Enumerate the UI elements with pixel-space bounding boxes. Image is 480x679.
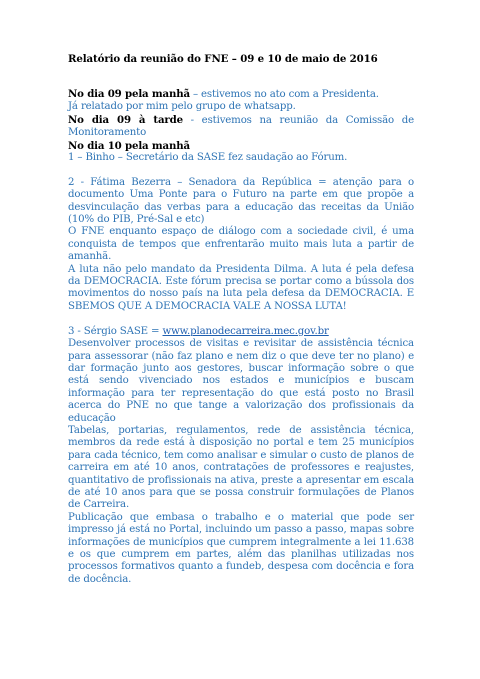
document-page [68, 53, 414, 586]
day09-afternoon-text: - estivemos na reunião da Comissão de Monitoramento [68, 114, 414, 139]
spacer [68, 313, 414, 325]
item2-paragraph-2: O FNE enquanto espaço de diálogo com a sociedade civil, é uma conquista de tempos que enfrentarão muito mais luta a partir de amanhã. [68, 226, 414, 263]
item3-prefix: 3 - Sérgio SASE = [68, 325, 163, 337]
item3-paragraph-2: Tabelas, portarias, regulamentos, rede de assistência técnica, membros da rede está à disposição no portal e tem 25 municípios para cada técnico, tem como analisar e simular o custo de planos de carreira em até 10 anos, contratações de professores e reajustes, quantitativo de profissionais na ativa, preste a apresentar em escala de até 10 anos para que se possa construir formulações de Planos de Carreira. [68, 424, 414, 511]
day10-morning-heading: No dia 10 pela manhã [68, 139, 190, 152]
item2-paragraph-3: A luta não pelo mandato da Presidenta Dilma. A luta é pela defesa da DEMOCRACIA. Este fórum precisa se portar como a bússola dos movimentos do nosso país na luta pela defesa da DEMOCRACIA. E SBEMOS QUE A DEMOCRACIA VALE A NOSSA LUTA! [68, 263, 414, 312]
day09-morning-text: – estivemos no ato com a Presidenta. [189, 89, 379, 100]
day09-afternoon-heading: No dia 09 à tarde [68, 113, 183, 126]
day09-morning-heading: No dia 09 pela manhã [68, 88, 190, 100]
item1-text: 1 – Binho – Secretário da SASE fez saudação ao Fórum. [68, 152, 348, 164]
item3-paragraph-3: Publicação que embasa o trabalho e o material que pode ser impresso já está no Portal, incluindo um passo a passo, mapas sobre informações de municípios que cumprem integralmente a lei 11.638 e os que cumprem em partes, além das planilhas utilizadas nos processos formativos quanto a fundeb, despesa com docência e fora de docência. [68, 511, 414, 585]
day09-morning-line [68, 88, 414, 101]
item2-paragraph-1: 2 - Fátima Bezerra – Senadora da República = atenção para o documento Uma Ponte para o Futuro na parte em que propõe a desvinculação das verbas para a educação das receitas da União (10% do PIB, Pré-Sal e etc) [68, 176, 414, 226]
item3-paragraph-1: Desenvolver processos de visitas e revisitar de assistência técnica para assessorar (não faz plano e nem diz o que deve ter no plano) e dar formação junto aos gestores, buscar informação sobre o que está sendo vivenciado nos estados e municípios e buscam informação para ter representação do que está posto no Brasil acerca do PNE no que tange a valorização dos profissionais da educação [68, 338, 414, 424]
report-title: Relatório da reunião do FNE – 09 e 10 de maio de 2016 [68, 53, 378, 65]
spacer [68, 164, 414, 176]
item3-heading-line [68, 326, 414, 338]
plano-carreira-link[interactable]: www.planodecarreira.mec.gov.br [162, 325, 329, 337]
day09-afternoon-line [68, 114, 414, 140]
relayed-note: Já relatado por mim pelo grupo de whatsapp. [68, 101, 296, 113]
